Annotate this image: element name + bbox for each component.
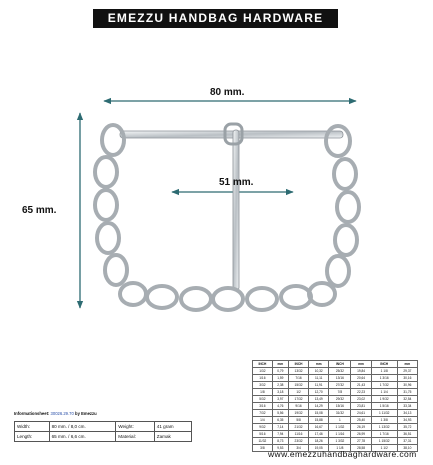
conversion-cell: 1 3/16 [371,375,397,382]
info-sheet-by: by Emezzu [75,411,97,416]
conversion-cell: 21,43 [351,382,371,389]
conversion-cell: 23,81 [351,403,371,410]
conversion-cell: 30,96 [397,382,417,389]
brand-banner: EMEZZU HANDBAG HARDWARE [93,9,338,28]
conversion-cell: 27,78 [351,438,371,445]
conversion-cell: 1 11/32 [371,410,397,417]
conversion-cell: 13,49 [309,396,329,403]
conversion-cell: 19,05 [309,445,329,452]
conversion-cell: 35,72 [397,424,417,431]
conversion-cell: 1 7/32 [371,382,397,389]
conversion-cell: 5,56 [272,410,288,417]
conversion-row [253,396,418,403]
conversion-cell: 10,32 [309,368,329,375]
info-cell: 65 mm. / 6,6 cm. [49,432,116,442]
inch-mm-conversion-table [252,360,418,452]
conversion-cell: 3,97 [272,396,288,403]
conversion-cell: 25/32 [329,368,351,375]
conversion-cell: 1 [329,417,351,424]
conversion-cell: 9/16 [288,403,308,410]
conversion-cell: 1,59 [272,375,288,382]
conversion-cell: 11,11 [309,375,329,382]
conversion-header: mm [272,361,288,368]
right-chain [309,126,359,305]
conversion-row [253,417,418,424]
conversion-cell: 29,37 [397,368,417,375]
conversion-cell: 4,76 [272,403,288,410]
info-sheet-label: Informationsheet: [14,411,50,416]
conversion-cell: 18,26 [309,438,329,445]
left-chain [95,125,146,305]
conversion-header: INCH [329,361,351,368]
conversion-cell: 12,70 [309,389,329,396]
conversion-cell: 26,19 [351,424,371,431]
conversion-cell: 3/16 [253,403,273,410]
conversion-cell: 7,14 [272,424,288,431]
info-row [15,422,192,432]
conversion-cell: 1/16 [253,375,273,382]
conversion-cell: 1 9/32 [371,396,397,403]
conversion-cell: 3/4 [288,445,308,452]
conversion-cell: 1/8 [253,389,273,396]
info-cell: Zamak [154,432,191,442]
website-url: www.emezzuhandbaghardware.com [268,449,417,459]
conversion-cell: 34,93 [397,417,417,424]
conversion-cell: 37,31 [397,438,417,445]
conversion-cell: 15,08 [309,410,329,417]
conversion-cell: 32,54 [397,396,417,403]
conversion-cell: 7/32 [253,410,273,417]
conversion-cell: 33,34 [397,403,417,410]
conversion-row [253,410,418,417]
conversion-cell: 1/32 [253,368,273,375]
conversion-header: mm [397,361,417,368]
conversion-cell: 38,10 [397,445,417,452]
height-dimension-label: 65 mm. [22,205,57,216]
conversion-cell: 1/2 [288,389,308,396]
width-dimension-label: 80 mm. [210,87,245,98]
conversion-cell: 26,99 [351,431,371,438]
conversion-cell: 34,13 [397,410,417,417]
conversion-row [253,438,418,445]
conversion-cell: 28,58 [351,445,371,452]
conversion-row [253,368,418,375]
conversion-cell: 19/32 [288,410,308,417]
conversion-cell: 23,02 [351,396,371,403]
conversion-cell: 1 1/4 [371,389,397,396]
conversion-header: mm [309,361,329,368]
conversion-cell: 29/32 [329,396,351,403]
conversion-row [253,431,418,438]
conversion-cell: 19,84 [351,368,371,375]
conversion-cell: 1 1/2 [371,445,397,452]
conversion-header: INCH [288,361,308,368]
conversion-cell: 7,94 [272,431,288,438]
info-cell: 80 mm. / 8,0 cm. [49,422,116,432]
conversion-cell: 7/8 [329,389,351,396]
conversion-cell: 1 5/16 [371,403,397,410]
inner-dimension-label: 51 mm. [219,177,254,188]
buckle-prong [233,130,239,290]
info-cell: Width: [15,422,50,432]
conversion-cell: 1 1/8 [371,368,397,375]
conversion-cell: 23/32 [288,438,308,445]
buckle-crossbar [120,131,343,138]
conversion-cell: 17/32 [288,396,308,403]
info-cell: Length: [15,432,50,442]
conversion-cell: 6,35 [272,417,288,424]
conversion-cell: 16,67 [309,424,329,431]
conversion-header: INCH [371,361,397,368]
product-code: 30026.29.70 [50,411,74,416]
conversion-cell: 1 1/32 [329,424,351,431]
info-cell: Weight: [116,422,154,432]
conversion-cell: 1 1/8 [329,445,351,452]
conversion-row [253,375,418,382]
conversion-cell: 30,16 [397,375,417,382]
conversion-cell: 2,38 [272,382,288,389]
conversion-cell: 3,18 [272,389,288,396]
conversion-cell: 15/16 [329,403,351,410]
conversion-cell: 11/32 [253,438,273,445]
conversion-cell: 11/16 [288,431,308,438]
conversion-cell: 1 3/8 [371,417,397,424]
conversion-cell: 1 15/32 [371,438,397,445]
conversion-cell: 0,79 [272,368,288,375]
conversion-cell: 5/16 [253,431,273,438]
conversion-cell: 3/32 [253,382,273,389]
conversion-cell: 15/32 [288,382,308,389]
conversion-row [253,382,418,389]
conversion-cell: 24,61 [351,410,371,417]
conversion-cell: 31/32 [329,410,351,417]
conversion-cell: 11,91 [309,382,329,389]
conversion-cell: 22,23 [351,389,371,396]
conversion-cell: 14,29 [309,403,329,410]
conversion-cell: 17,46 [309,431,329,438]
conversion-cell: 21/32 [288,424,308,431]
conversion-cell: 25,40 [351,417,371,424]
conversion-header: mm [351,361,371,368]
conversion-cell: 8,73 [272,438,288,445]
conversion-header: INCH [253,361,273,368]
conversion-cell: 13/32 [288,368,308,375]
conversion-cell: 27/32 [329,382,351,389]
conversion-row [253,424,418,431]
conversion-cell: 1/4 [253,417,273,424]
conversion-row [253,403,418,410]
conversion-cell: 36,51 [397,431,417,438]
conversion-cell: 15,88 [309,417,329,424]
conversion-cell: 13/16 [329,375,351,382]
conversion-cell: 9,53 [272,445,288,452]
conversion-row [253,389,418,396]
bottom-chain [147,286,311,310]
conversion-cell: 5/8 [288,417,308,424]
conversion-cell: 7/16 [288,375,308,382]
conversion-cell: 31,75 [397,389,417,396]
conversion-cell: 3/8 [253,445,273,452]
conversion-cell: 5/32 [253,396,273,403]
info-cell: Material: [116,432,154,442]
info-cell: 41 gram [154,422,191,432]
conversion-cell: 1 1/16 [329,431,351,438]
conversion-cell: 20,64 [351,375,371,382]
info-sheet-title [14,411,97,416]
info-row [15,432,192,442]
conversion-cell: 1 3/32 [329,438,351,445]
conversion-cell: 1 7/16 [371,431,397,438]
conversion-cell: 1 13/32 [371,424,397,431]
conversion-cell: 9/32 [253,424,273,431]
info-table [14,421,192,442]
